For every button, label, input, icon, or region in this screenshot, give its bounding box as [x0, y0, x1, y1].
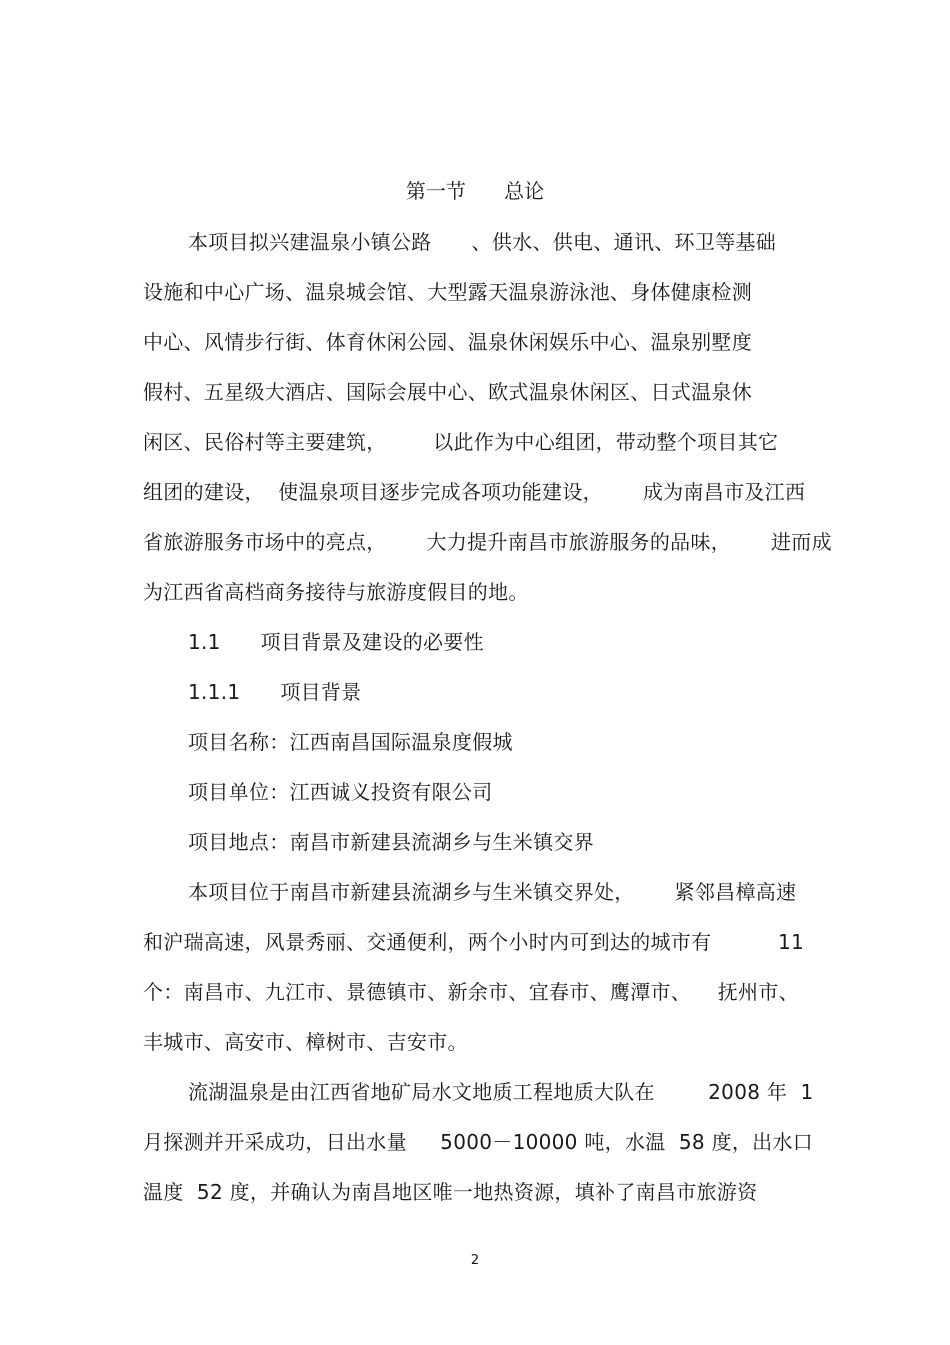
project-location: 项目地点：南昌市新建县流湖乡与生米镇交界 — [188, 830, 594, 854]
project-name: 项目名称：江西南昌国际温泉度假城 — [188, 730, 513, 754]
heading-1-1-1: 1.1.1 项目背景 — [188, 680, 362, 704]
project-unit: 项目单位：江西诚义投资有限公司 — [188, 780, 493, 804]
paragraph-1-line-2: 设施和中心广场、温泉城会馆、大型露天温泉游泳池、身体健康检测 — [143, 280, 752, 304]
paragraph-1-line-6: 组团的建设， 使温泉项目逐步完成各项功能建设， 成为南昌市及江西 — [143, 480, 806, 504]
paragraph-2-line-1: 本项目位于南昌市新建县流湖乡与生米镇交界处， 紧邻昌樟高速 — [188, 880, 797, 904]
paragraph-1-line-5: 闲区、民俗村等主要建筑， 以此作为中心组团，带动整个项目其它 — [143, 430, 779, 454]
paragraph-1-line-3: 中心、风情步行街、体育休闲公园、温泉休闲娱乐中心、温泉别墅度 — [143, 330, 752, 354]
page-number: 2 — [470, 1253, 480, 1268]
heading-1-1: 1.1 项目背景及建设的必要性 — [188, 630, 484, 654]
paragraph-1-line-7: 省旅游服务市场中的亮点， 大力提升南昌市旅游服务的品味， 进而成 — [143, 530, 832, 554]
paragraph-3-line-1: 流湖温泉是由江西省地矿局水文地质工程地质大队在 2008 年 1 — [188, 1080, 814, 1104]
paragraph-3-line-2: 月探测并开采成功，日出水量 5000－10000 吨，水温 58 度，出水口 — [143, 1130, 814, 1154]
paragraph-1-line-8: 为江西省高档商务接待与旅游度假目的地。 — [143, 580, 529, 604]
paragraph-1-line-1: 本项目拟兴建温泉小镇公路 、供水、供电、通讯、环卫等基础 — [188, 230, 777, 254]
section-title: 第一节 总论 — [405, 179, 545, 203]
paragraph-3-line-3: 温度 52 度，并确认为南昌地区唯一地热资源，填补了南昌市旅游资 — [143, 1180, 758, 1204]
paragraph-1-line-4: 假村、五星级大酒店、国际会展中心、欧式温泉休闲区、日式温泉休 — [143, 380, 752, 404]
paragraph-2-line-4: 丰城市、高安市、樟树市、吉安市。 — [143, 1030, 468, 1054]
paragraph-2-line-3: 个：南昌市、九江市、景德镇市、新余市、宜春市、鹰潭市、 抚州市、 — [143, 980, 799, 1004]
paragraph-2-line-2: 和沪瑞高速，风景秀丽、交通便利，两个小时内可到达的城市有 11 — [143, 930, 805, 954]
